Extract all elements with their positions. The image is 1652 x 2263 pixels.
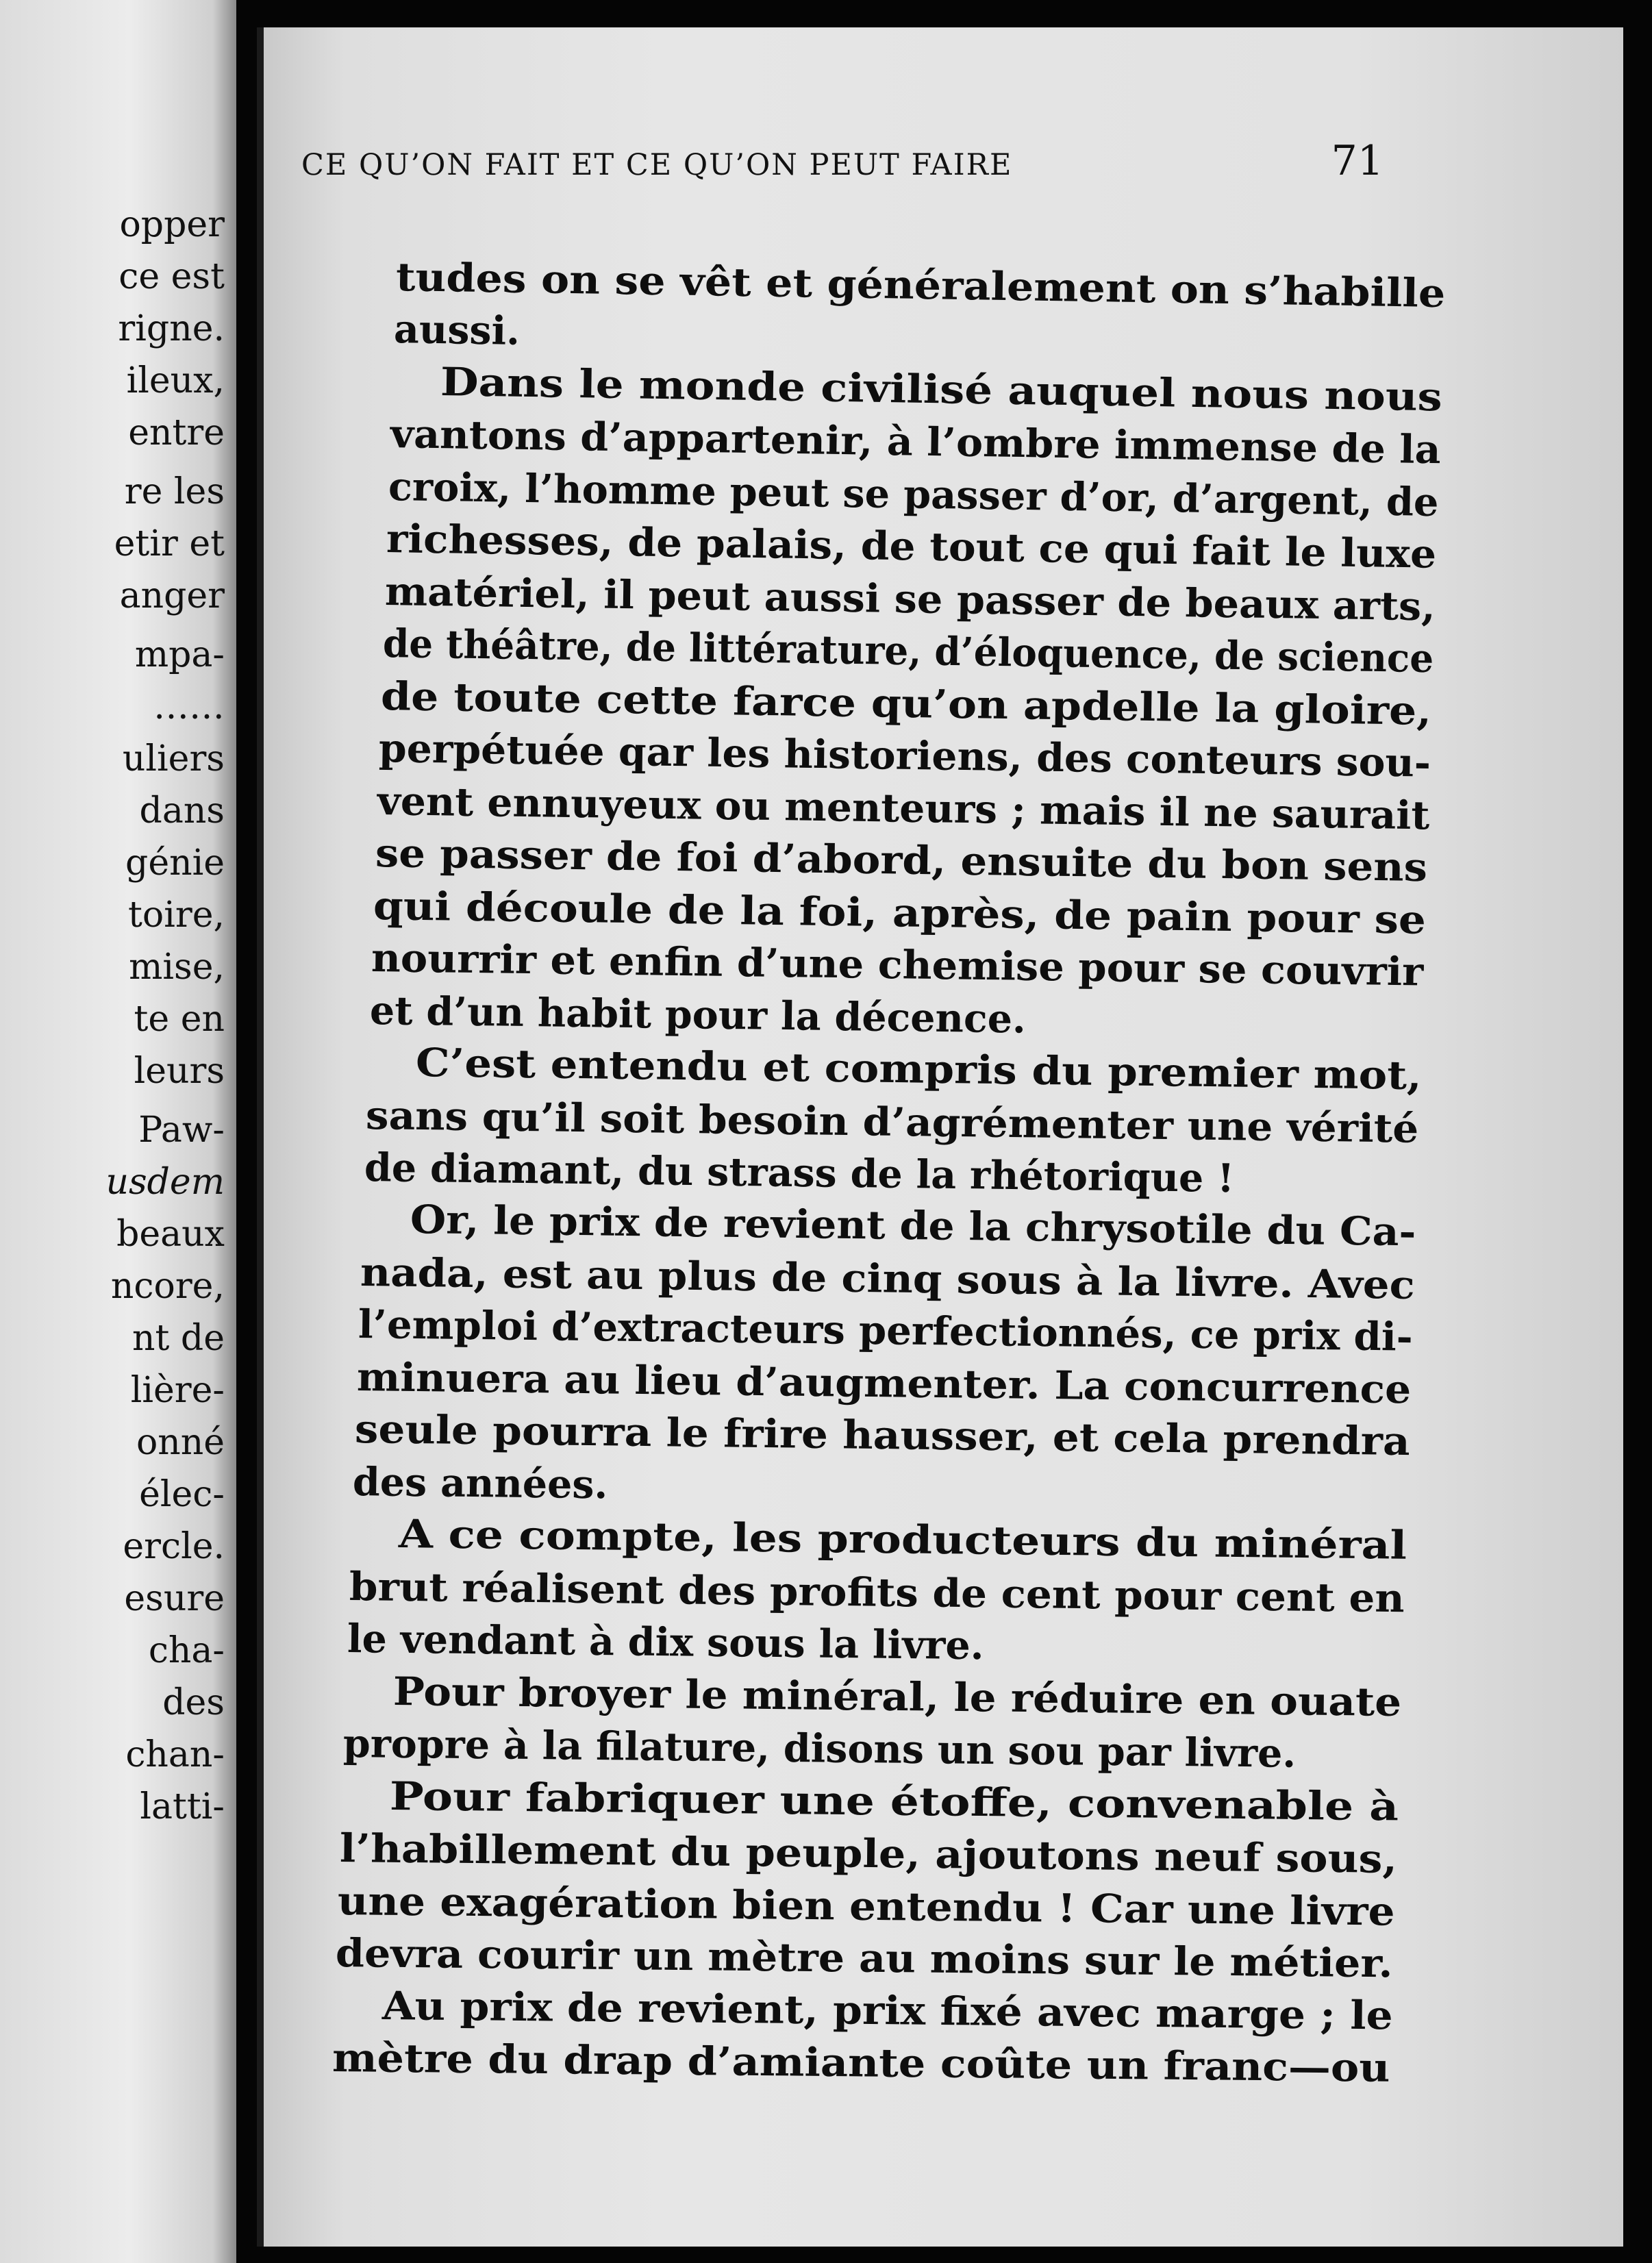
left-page-line: dans (139, 790, 225, 832)
body-text-line: aussi. (393, 306, 521, 355)
left-page-line: …… (153, 686, 225, 727)
left-page-line: ileux, (126, 360, 225, 401)
body-text-line: qui découle de la foi, après, de pain pour se (373, 882, 1427, 943)
body-text-line: l’emploi d’extracteurs perfectionnés, ce prix di- (358, 1301, 1414, 1361)
left-page-line: ncore, (110, 1266, 225, 1307)
left-page-line: élec- (139, 1474, 225, 1515)
body-text-line: mètre du drap d’amiante coûte un franc—ou (331, 2035, 1390, 2091)
left-page-line: des (162, 1682, 225, 1723)
body-text-line: matériel, il peut aussi se passer de beaux arts, (384, 568, 1436, 630)
left-page-line: etir et (114, 523, 225, 564)
left-page-line: ce est (118, 256, 225, 297)
body-text-line: vent ennuyeux ou menteurs ; mais il ne saurait (377, 777, 1430, 839)
body-text-line: devra courir un mètre au moins sur le métier. (336, 1930, 1394, 1987)
left-page-line: toire, (128, 895, 225, 936)
body-text-line: minuera au lieu d’augmenter. La concurrence (356, 1353, 1412, 1413)
left-page-line: nt de (132, 1318, 225, 1359)
body-text-line: et d’un habit pour la décence. (369, 987, 1026, 1042)
left-page-line: beaux (116, 1214, 225, 1255)
left-page-line: leurs (134, 1051, 225, 1092)
left-page-line: chan- (125, 1734, 225, 1775)
body-text-line: tudes on se vêt et généralement on s’habille (395, 254, 1446, 317)
body-text-line: une exagération bien entendu ! Car une livre (337, 1877, 1396, 1935)
body-text-line: nourrir et enfin d’une chemise pour se couvrir (371, 935, 1425, 995)
left-page-line: uliers (122, 738, 225, 779)
left-page-line: rigne. (118, 308, 225, 349)
body-text-line: nada, est au plus de cinq sous à la livre. Avec (360, 1249, 1416, 1308)
left-page-line: esure (124, 1578, 225, 1619)
left-page-line: Paw- (138, 1110, 225, 1151)
body-text-line: des années. (352, 1458, 608, 1508)
body-text-line: Au prix de revient, prix fixé avec marge ; le (381, 1982, 1393, 2038)
left-page-line: ercle. (123, 1526, 225, 1567)
left-page-line: génie (125, 842, 225, 884)
left-page-line: cha- (148, 1630, 225, 1671)
running-head-title: CE QU’ON FAIT ET CE QU’ON PEUT FAIRE (301, 148, 1013, 182)
body-text-line: croix, l’homme peut se passer d’or, d’argent, de (388, 463, 1440, 525)
left-page-line: entre (128, 412, 225, 453)
left-page-line: anger (119, 575, 225, 616)
left-page-line: usdem (105, 1162, 225, 1203)
left-page-line: mise, (129, 947, 225, 988)
left-page-line: lière- (130, 1370, 225, 1411)
body-text-line: propre à la filature, disons un sou par livre. (343, 1721, 1297, 1777)
body-text-line: de théâtre, de littérature, d’éloquence, de science (382, 621, 1434, 682)
left-page-line: mpa- (134, 634, 225, 675)
left-page-line: opper (119, 204, 225, 245)
body-text-line: de toute cette farce qu’on apdelle la gloire, (380, 673, 1432, 734)
left-page-line: latti- (140, 1786, 225, 1827)
left-page-line: re les (124, 471, 225, 512)
body-text-line: Or, le prix de revient de la chrysotile du Ca- (410, 1197, 1416, 1255)
body-text-line: perpétuée qar les historiens, des conteurs sou- (378, 725, 1431, 786)
left-page-line: te en (134, 999, 225, 1040)
body-text-line: vantons d’appartenir, à l’ombre immense de la (390, 411, 1441, 473)
body-text-line: richesses, de palais, de tout ce qui fait le luxe (386, 516, 1437, 578)
page-number: 71 (1331, 137, 1384, 185)
body-text-line: Dans le monde civilisé auquel nous nous (440, 358, 1442, 421)
body-text-line: Pour broyer le minéral, le réduire en ouate (392, 1668, 1402, 1725)
body-text-line: Pour fabriquer une étoffe, convenable à (389, 1773, 1399, 1830)
left-page-line: onné (136, 1422, 225, 1463)
body-text-line: brut réalisent des profits de cent pour cent en (349, 1563, 1405, 1622)
body-text-line: de diamant, du strass de la rhétorique ! (364, 1145, 1235, 1202)
body-text-line: se passer de foi d’abord, ensuite du bon sens (375, 830, 1428, 891)
body-text-line: le vendant à dix sous la livre. (347, 1616, 984, 1669)
body-text-line: sans qu’il soit besoin d’agrémenter une vérité (365, 1092, 1419, 1152)
body-text-line: A ce compte, les producteurs du minéral (398, 1511, 1407, 1569)
body-text-line: seule pourra le frire hausser, et cela prendra (354, 1406, 1410, 1465)
body-text-line: l’habillement du peuple, ajoutons neuf sous, (339, 1825, 1398, 1883)
body-text-line: C’est entendu et compris du premier mot, (415, 1040, 1423, 1099)
